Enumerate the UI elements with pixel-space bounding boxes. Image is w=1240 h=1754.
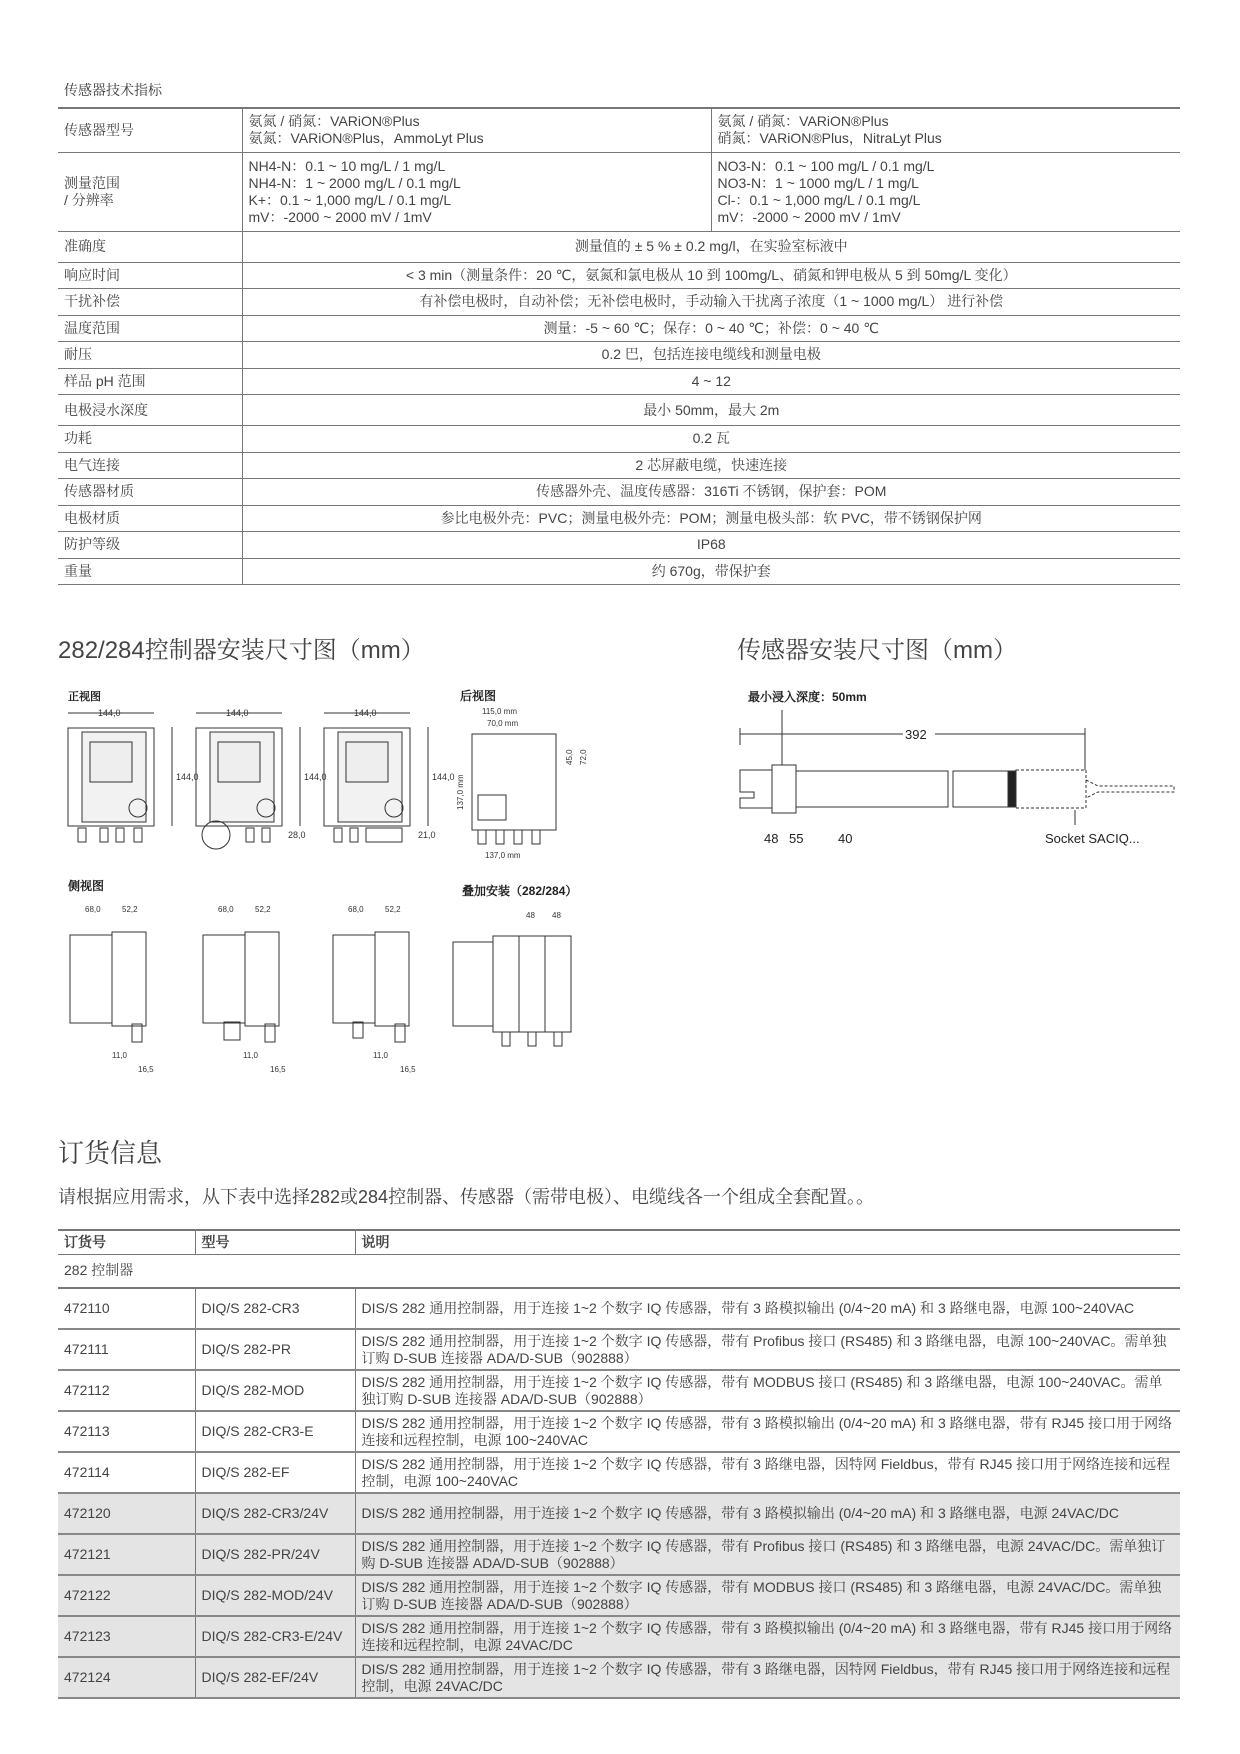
line: NO3-N：1 ~ 1000 mg/L / 1 mg/L <box>717 174 919 191</box>
order-info-intro: 请根据应用需求，从下表中选择282或284控制器、传感器（需带电极）、电缆线各一个组成全套配置。。 <box>58 1187 875 1207</box>
spec-row <box>58 532 1180 559</box>
model: DIQ/S 282-CR3-E/24V <box>195 1616 355 1657</box>
model: DIQ/S 282-CR3/24V <box>195 1493 355 1534</box>
spec-value-right <box>711 108 1180 152</box>
spec-row <box>58 262 1180 289</box>
spec-row-range <box>58 152 1180 231</box>
dim-label: 68,0 <box>85 905 101 914</box>
dim-label: 137,0 mm <box>485 851 521 860</box>
order-row <box>58 1370 1180 1411</box>
spec-label: 传感器型号 <box>58 108 242 152</box>
description: DIS/S 282 通用控制器，用于连接 1~2 个数字 IQ 传感器，带有 Profibus 接口 (RS485) 和 3 路继电器，电源 24VAC/DC。需单独订购 D-SUB 连接器 ADA/D-SUB（902888） <box>355 1534 1180 1575</box>
dim-label: 137,0 mm <box>456 774 465 810</box>
stack-mount-label: 叠加安装（282/284） <box>462 884 578 898</box>
dim-label: 115,0 mm <box>482 707 517 716</box>
back-view-label: 后视图 <box>460 689 497 703</box>
model: DIQ/S 282-PR <box>195 1329 355 1370</box>
spec-value: 2 芯屏蔽电缆，快速连接 <box>242 452 1180 479</box>
line: mV：-2000 ~ 2000 mV / 1mV <box>248 208 432 225</box>
sensor-spec-table <box>58 107 1180 585</box>
order-row <box>58 1329 1180 1370</box>
description: DIS/S 282 通用控制器，用于连接 1~2 个数字 IQ 传感器，带有 MODBUS 接口 (RS485) 和 3 路继电器，电源 24VAC/DC。需单独订购 D-SUB 连接器 ADA/D-SUB（902888） <box>355 1575 1180 1616</box>
line: 氨氮：VARiON®Plus，AmmoLyt Plus <box>248 130 484 147</box>
back-view-drawing <box>456 707 588 860</box>
col-order-no: 订货号 <box>58 1230 195 1254</box>
order-no: 472120 <box>58 1493 195 1534</box>
spec-value: IP68 <box>242 532 1180 559</box>
spec-row <box>58 558 1180 585</box>
description: DIS/S 282 通用控制器，用于连接 1~2 个数字 IQ 传感器，带有 3 路模拟输出 (0/4~20 mA) 和 3 路继电器，带有 RJ45 接口用于网络连接和远程控制，电源 24VAC/DC <box>355 1616 1180 1657</box>
spec-value: 0.2 瓦 <box>242 426 1180 453</box>
section-282-controller: 282 控制器 <box>58 1254 1180 1288</box>
model: DIQ/S 282-CR3 <box>195 1288 355 1329</box>
spec-row <box>58 505 1180 532</box>
model: DIQ/S 282-EF <box>195 1452 355 1493</box>
col-model: 型号 <box>195 1230 355 1254</box>
spec-label: 电极浸水深度 <box>58 395 242 426</box>
dim-label: 144,0 <box>98 708 121 718</box>
model: DIQ/S 282-EF/24V <box>195 1657 355 1698</box>
model: DIQ/S 282-CR3-E <box>195 1411 355 1452</box>
order-no: 472122 <box>58 1575 195 1616</box>
dim-label: 28,0 <box>288 830 306 840</box>
description: DIS/S 282 通用控制器，用于连接 1~2 个数字 IQ 传感器，带有 3 路继电器，因特网 Fieldbus，带有 RJ45 接口用于网络连接和远程控制，电源 100~240VAC <box>355 1452 1180 1493</box>
spec-value-left <box>242 152 711 231</box>
spec-row <box>58 342 1180 369</box>
dim-label: 48 <box>552 911 561 920</box>
front-view-drawing-1 <box>68 708 199 842</box>
spec-value: 参比电极外壳：PVC；测量电极外壳：POM；测量电极头部：软 PVC，带不锈钢保护网 <box>242 505 1180 532</box>
dim-label: 144,0 <box>176 772 199 782</box>
order-table-header <box>58 1230 1180 1254</box>
order-row <box>58 1493 1180 1534</box>
dim-label: 16,5 <box>400 1065 416 1074</box>
order-table <box>58 1229 1180 1699</box>
order-row <box>58 1288 1180 1329</box>
spec-label: 防护等级 <box>58 532 242 559</box>
dim-label: 52,2 <box>385 905 401 914</box>
dim-55-label: 55 <box>789 831 804 846</box>
spec-value: 传感器外壳、温度传感器：316Ti 不锈钢，保护套：POM <box>242 479 1180 506</box>
model: DIQ/S 282-PR/24V <box>195 1534 355 1575</box>
spec-row <box>58 368 1180 395</box>
spec-label: 重量 <box>58 558 242 585</box>
dim-label: 16,5 <box>138 1065 154 1074</box>
spec-label: 传感器材质 <box>58 479 242 506</box>
dim-48-label: 48 <box>764 831 779 846</box>
controller-dimension-drawings <box>50 670 710 1090</box>
sensor-dimension-drawing <box>720 670 1190 850</box>
spec-label: 电气连接 <box>58 452 242 479</box>
spec-label <box>58 152 242 231</box>
line: Cl-：0.1 ~ 1,000 mg/L / 0.1 mg/L <box>717 191 921 208</box>
dim-label: 52,2 <box>255 905 271 914</box>
spec-value: 测量：-5 ~ 60 ℃；保存：0 ~ 40 ℃；补偿：0 ~ 40 ℃ <box>242 315 1180 342</box>
socket-label: Socket SACIQ... <box>1045 831 1140 846</box>
spec-value: 约 670g，带保护套 <box>242 558 1180 585</box>
spec-label: 响应时间 <box>58 262 242 289</box>
spec-value: 最小 50mm，最大 2m <box>242 395 1180 426</box>
line: / 分辨率 <box>64 191 114 208</box>
spec-row <box>58 231 1180 262</box>
spec-row <box>58 426 1180 453</box>
order-no: 472112 <box>58 1370 195 1411</box>
order-no: 472121 <box>58 1534 195 1575</box>
spec-label: 功耗 <box>58 426 242 453</box>
line: 氨氮 / 硝氮：VARiON®Plus <box>717 113 889 130</box>
order-row <box>58 1616 1180 1657</box>
dim-label: 52,2 <box>122 905 138 914</box>
front-view-drawing-2 <box>196 708 327 849</box>
side-view-label: 侧视图 <box>68 879 105 893</box>
spec-value: 有补偿电极时，自动补偿；无补偿电极时，手动输入干扰离子浓度（1 ~ 1000 mg/L） 进行补偿 <box>242 289 1180 316</box>
line: mV：-2000 ~ 2000 mV / 1mV <box>717 208 901 225</box>
sensor-dimensions-title: 传感器安装尺寸图（mm） <box>737 637 1017 664</box>
dim-label: 144,0 <box>226 708 249 718</box>
line: 氨氮 / 硝氮：VARiON®Plus <box>248 113 420 130</box>
dim-label: 11,0 <box>112 1051 127 1060</box>
dim-label: 144,0 <box>432 772 455 782</box>
dim-label: 68,0 <box>218 905 234 914</box>
line: 测量范围 <box>64 174 120 191</box>
front-view-label: 正视图 <box>68 691 101 703</box>
col-description: 说明 <box>355 1230 1180 1254</box>
spec-label: 温度范围 <box>58 315 242 342</box>
spec-value: 4 ~ 12 <box>242 368 1180 395</box>
order-row <box>58 1452 1180 1493</box>
dim-label: 48 <box>526 911 535 920</box>
dim-label: 72,0 <box>579 749 588 765</box>
dim-label: 16,5 <box>270 1065 286 1074</box>
dim-label: 11,0 <box>243 1051 258 1060</box>
spec-row <box>58 452 1180 479</box>
spec-label: 干扰补偿 <box>58 289 242 316</box>
order-row <box>58 1657 1180 1698</box>
spec-value: 0.2 巴，包括连接电缆线和测量电极 <box>242 342 1180 369</box>
description: DIS/S 282 通用控制器，用于连接 1~2 个数字 IQ 传感器，带有 3 路模拟输出 (0/4~20 mA) 和 3 路继电器，电源 100~240VAC <box>355 1288 1180 1329</box>
spec-row <box>58 289 1180 316</box>
model: DIQ/S 282-MOD <box>195 1370 355 1411</box>
description: DIS/S 282 通用控制器，用于连接 1~2 个数字 IQ 传感器，带有 3 路模拟输出 (0/4~20 mA) 和 3 路继电器，电源 24VAC/DC <box>355 1493 1180 1534</box>
order-info-title: 订货信息 <box>58 1138 163 1168</box>
order-row <box>58 1534 1180 1575</box>
spec-value-left <box>242 108 711 152</box>
controller-dimensions-title: 282/284控制器安装尺寸图（mm） <box>58 637 425 664</box>
line: NO3-N：0.1 ~ 100 mg/L / 0.1 mg/L <box>717 157 935 174</box>
spec-label: 准确度 <box>58 231 242 262</box>
spec-row-model <box>58 108 1180 152</box>
spec-row <box>58 395 1180 426</box>
length-dim-label: 392 <box>905 727 927 742</box>
stack-mount-drawing <box>453 911 571 1046</box>
spec-label: 样品 pH 范围 <box>58 368 242 395</box>
spec-label: 耐压 <box>58 342 242 369</box>
line: 硝氮：VARiON®Plus，NitraLyt Plus <box>717 130 942 147</box>
order-no: 472110 <box>58 1288 195 1329</box>
dim-label: 144,0 <box>304 772 327 782</box>
line: NH4-N：1 ~ 2000 mg/L / 0.1 mg/L <box>248 174 461 191</box>
spec-value: < 3 min（测量条件：20 ℃，氨氮和氯电极从 10 到 100mg/L、硝氮和钾电极从 5 到 50mg/L 变化） <box>242 262 1180 289</box>
line: K+：0.1 ~ 1,000 mg/L / 0.1 mg/L <box>248 191 452 208</box>
dim-label: 21,0 <box>418 830 436 840</box>
description: DIS/S 282 通用控制器，用于连接 1~2 个数字 IQ 传感器，带有 3 路模拟输出 (0/4~20 mA) 和 3 路继电器，带有 RJ45 接口用于网络连接和远程控制，电源 100~240VAC <box>355 1411 1180 1452</box>
description: DIS/S 282 通用控制器，用于连接 1~2 个数字 IQ 传感器，带有 MODBUS 接口 (RS485) 和 3 路继电器，电源 100~240VAC。需单独订购 D-SUB 连接器 ADA/D-SUB（902888） <box>355 1370 1180 1411</box>
dim-label: 144,0 <box>354 708 377 718</box>
spec-row <box>58 315 1180 342</box>
dim-label: 45,0 <box>565 749 574 765</box>
order-no: 472113 <box>58 1411 195 1452</box>
front-view-drawing-3 <box>324 708 455 842</box>
order-no: 472114 <box>58 1452 195 1493</box>
order-no: 472111 <box>58 1329 195 1370</box>
line: NH4-N：0.1 ~ 10 mg/L / 1 mg/L <box>248 157 446 174</box>
spec-value-right <box>711 152 1180 231</box>
min-depth-label: 最小浸入深度：50mm <box>748 690 867 704</box>
model: DIQ/S 282-MOD/24V <box>195 1575 355 1616</box>
spec-section-title: 传感器技术指标 <box>64 82 162 98</box>
description: DIS/S 282 通用控制器，用于连接 1~2 个数字 IQ 传感器，带有 3 路继电器，因特网 Fieldbus，带有 RJ45 接口用于网络连接和远程控制，电源 24VAC/DC <box>355 1657 1180 1698</box>
dim-label: 11,0 <box>373 1051 388 1060</box>
dim-label: 70,0 mm <box>487 719 519 728</box>
order-row <box>58 1411 1180 1452</box>
spec-label: 电极材质 <box>58 505 242 532</box>
dim-40-label: 40 <box>838 831 853 846</box>
order-no: 472124 <box>58 1657 195 1698</box>
side-view-drawings <box>70 905 416 1074</box>
spec-value: 测量值的 ± 5 % ± 0.2 mg/l，在实验室标液中 <box>242 231 1180 262</box>
description: DIS/S 282 通用控制器，用于连接 1~2 个数字 IQ 传感器，带有 Profibus 接口 (RS485) 和 3 路继电器，电源 100~240VAC。需单独订购 D-SUB 连接器 ADA/D-SUB（902888） <box>355 1329 1180 1370</box>
dim-label: 68,0 <box>348 905 364 914</box>
order-no: 472123 <box>58 1616 195 1657</box>
order-row <box>58 1575 1180 1616</box>
spec-row <box>58 479 1180 506</box>
